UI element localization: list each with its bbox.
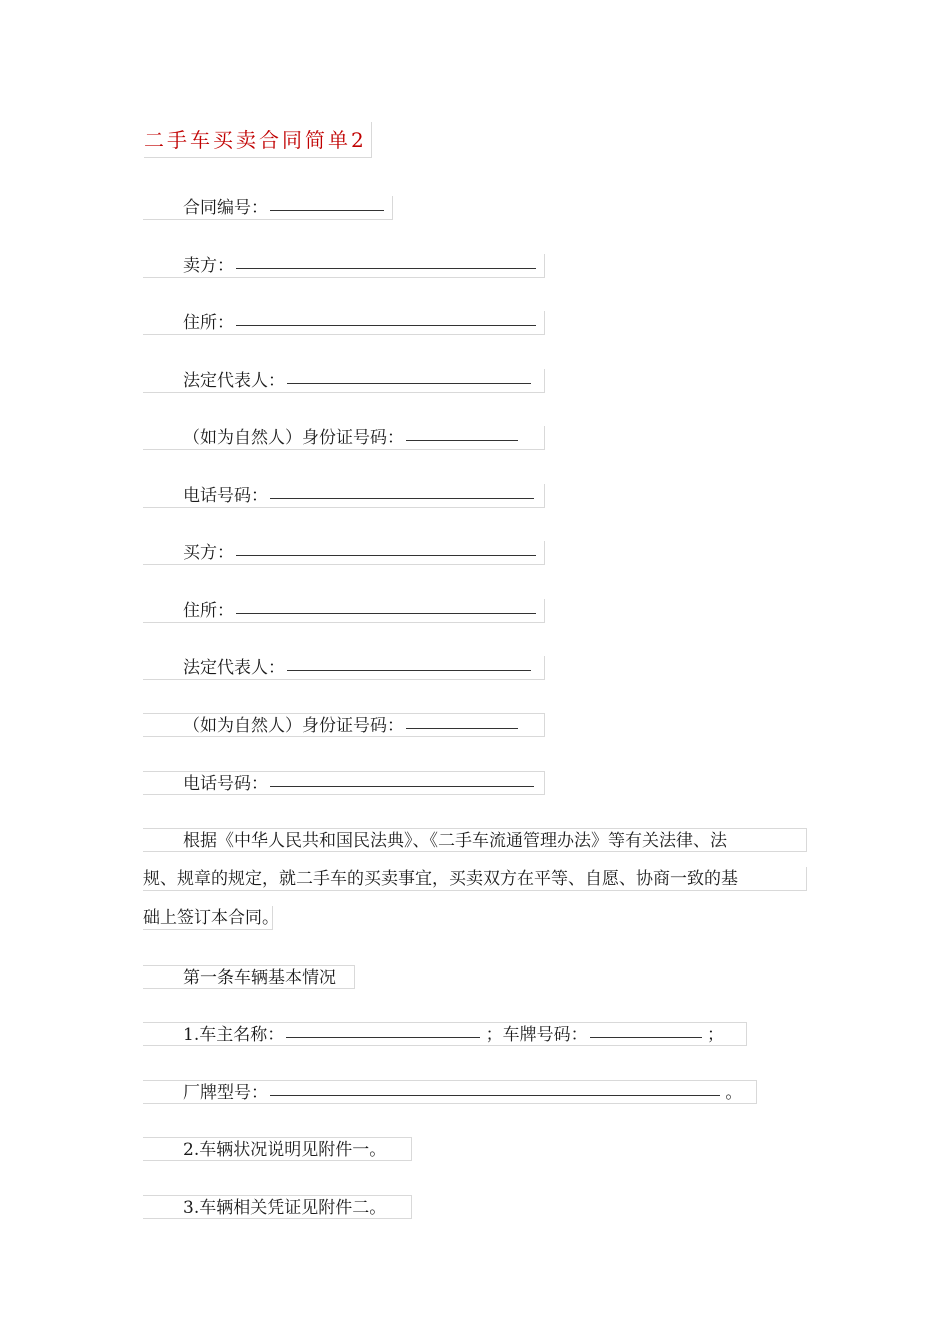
contract-number-line [143, 196, 393, 220]
seller-rep-line [143, 369, 545, 393]
buyer-address-label: 住所： [183, 601, 234, 621]
owner-label: 1.车主名称： [183, 1025, 285, 1045]
seller-label: 卖方： [183, 256, 234, 276]
seller-address-label: 住所： [183, 313, 234, 333]
separator-2: ； [707, 1025, 725, 1045]
article-1-heading: 第一条车辆基本情况 [143, 965, 355, 989]
intro-paragraph [143, 828, 807, 945]
plate-blank[interactable] [590, 1021, 702, 1038]
seller-id-line [143, 426, 545, 450]
seller-blank[interactable] [236, 252, 536, 269]
owner-plate-line [143, 1022, 747, 1046]
intro-line-2: 规、规章的规定，就二手车的买卖事宜，买卖双方在平等、自愿、协商一致的基 [143, 867, 807, 891]
separator-1: ； [485, 1025, 503, 1045]
buyer-phone-label: 电话号码： [183, 774, 268, 794]
contract-number-label: 合同编号： [183, 198, 268, 218]
contract-number-blank[interactable] [270, 194, 384, 211]
buyer-address-line [143, 599, 545, 623]
model-end: 。 [725, 1083, 743, 1103]
buyer-rep-blank[interactable] [287, 654, 531, 671]
article-1-item-3: 3.车辆相关凭证见附件二。 [143, 1195, 412, 1219]
plate-label: 车牌号码： [502, 1025, 588, 1045]
model-label: 厂牌型号： [183, 1083, 268, 1103]
seller-address-line [143, 311, 545, 335]
buyer-phone-blank[interactable] [270, 770, 534, 787]
seller-id-blank[interactable] [406, 424, 518, 441]
owner-blank[interactable] [286, 1021, 480, 1038]
seller-phone-line [143, 484, 545, 508]
seller-rep-blank[interactable] [287, 367, 531, 384]
buyer-rep-label: 法定代表人： [183, 658, 285, 678]
buyer-address-blank[interactable] [236, 597, 536, 614]
buyer-id-label: （如为自然人）身份证号码： [183, 716, 404, 736]
buyer-rep-line [143, 656, 545, 680]
model-line [143, 1080, 757, 1104]
buyer-label: 买方： [183, 543, 234, 563]
seller-address-blank[interactable] [236, 309, 536, 326]
seller-rep-label: 法定代表人： [183, 371, 285, 391]
article-1-item-2: 2.车辆状况说明见附件一。 [143, 1137, 412, 1161]
model-blank[interactable] [270, 1079, 720, 1096]
intro-line-3: 础上签订本合同。 [143, 908, 279, 928]
buyer-phone-line [143, 771, 545, 795]
intro-line-1: 根据《中华人民共和国民法典》、《二手车流通管理办法》等有关法律、法 [143, 828, 807, 852]
buyer-blank[interactable] [236, 539, 536, 556]
buyer-id-line [143, 713, 545, 737]
seller-phone-blank[interactable] [270, 482, 534, 499]
buyer-id-blank[interactable] [406, 712, 518, 729]
seller-line [143, 254, 545, 278]
seller-phone-label: 电话号码： [183, 486, 268, 506]
document-title: 二手车买卖合同简单2 [144, 122, 372, 158]
buyer-line [143, 541, 545, 565]
seller-id-label: （如为自然人）身份证号码： [183, 428, 404, 448]
